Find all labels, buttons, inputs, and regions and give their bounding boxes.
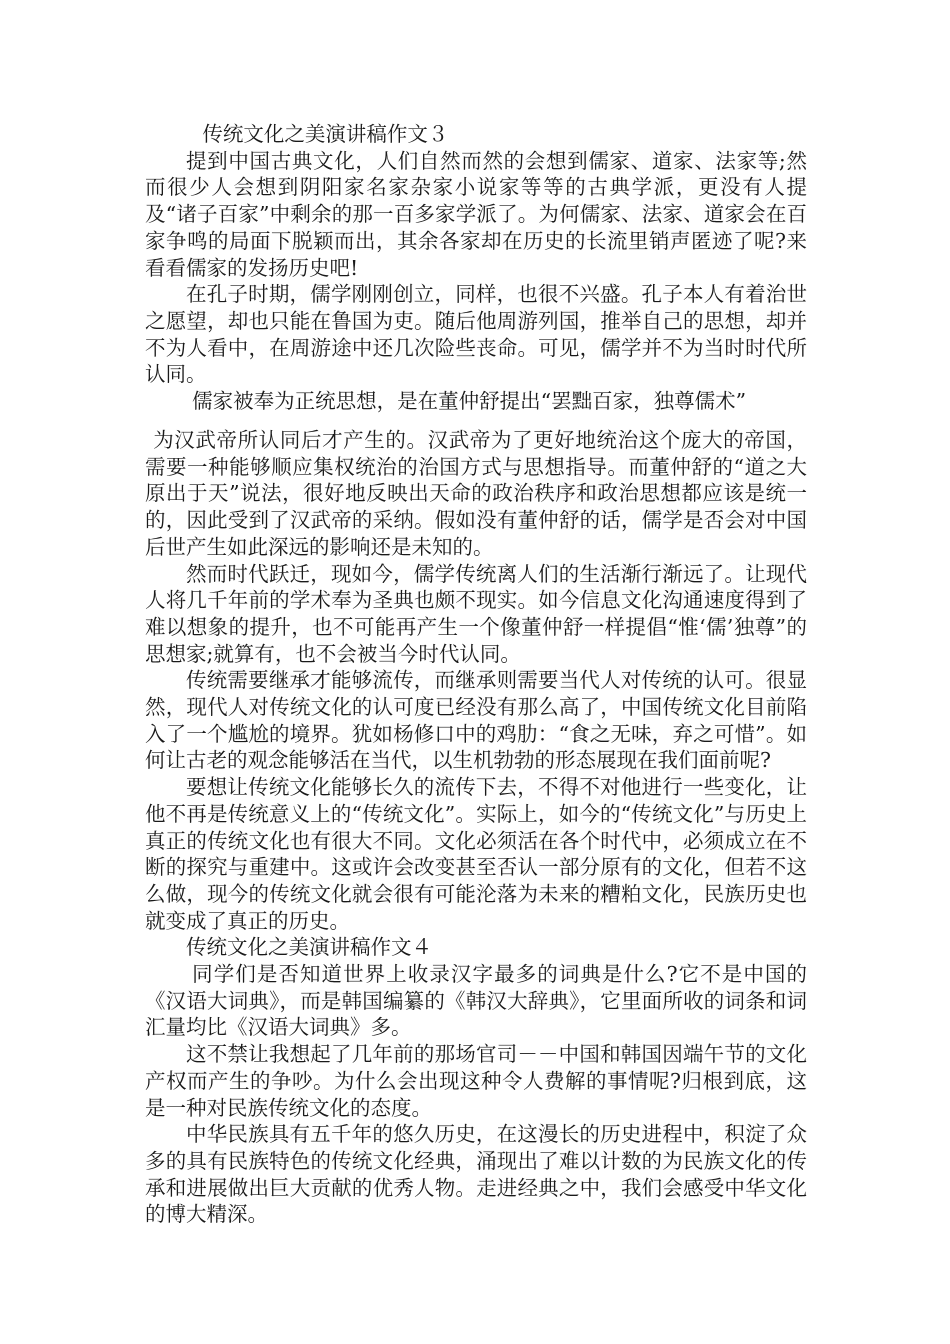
paragraph: 中华民族具有五千年的悠久历史，在这漫长的历史进程中，积淀了众多的具有民族特色的传统文化经典，涌现出了难以计数的为民族文化的传承和进展做出巨大贡献的优秀人物。走进经典之中，我们会感受中华文化的博大精深。 [145,1122,807,1227]
paragraph: 要想让传统文化能够长久的流传下去，不得不对他进行一些变化，让他不再是传统意义上的“传统文化”。实际上，如今的“传统文化”与历史上真正的传统文化也有很大不同。文化必须活在各个时代中，必须成立在不断的探究与重建中。这或许会改变甚至否认一部分原有的文化，但若不这么做，现今的传统文化就会很有可能沦落为未来的糟粕文化，民族历史也就变成了真正的历史。 [145,775,807,933]
essay-heading-3: 传统文化之美演讲稿作文３ [202,122,449,146]
paragraph: 提到中国古典文化，人们自然而然的会想到儒家、道家、法家等;然而很少人会想到阴阳家名家杂家小说家等等的古典学派，更没有人提及“诸子百家”中剩余的那一百多家学派了。为何儒家、法家、道家会在百家争鸣的局面下脱颖而出，其余各家却在历史的长流里销声匿迹了呢?来看看儒家的发扬历史吧! [145,148,807,280]
paragraph: 儒家被奉为正统思想，是在董仲舒提出“罢黜百家，独尊儒术” [192,389,747,414]
essay-heading-4: 传统文化之美演讲稿作文４ [186,935,432,960]
paragraph: 然而时代跃迁，现如今，儒学传统离人们的生活渐行渐远了。让现代人将几千年前的学术奉为圣典也颇不现实。如今信息文化沟通速度得到了难以想象的提升，也不可能再产生一个像董仲舒一样提倡“惟‘儒’独尊”的思想家;就算有，也不会被当今时代认同。 [145,561,807,666]
paragraph: 在孔子时期，儒学刚刚创立，同样，也很不兴盛。孔子本人有着治世之愿望，却也只能在鲁国为吏。随后他周游列国，推举自己的思想，却并不为人看中，在周游途中还几次险些丧命。可见，儒学并不为当时时代所认同。 [145,282,807,387]
text-block-top [145,121,807,415]
paragraph: 这不禁让我想起了几年前的那场官司－－中国和韩国因端午节的文化产权而产生的争吵。为什么会出现这种令人费解的事情呢?归根到底，这是一种对民族传统文化的态度。 [145,1042,807,1120]
paragraph: 为汉武帝所认同后才产生的。汉武帝为了更好地统治这个庞大的帝国，需要一种能够顺应集权统治的治国方式与思想指导。而董仲舒的“道之大原出于天”说法，很好地反映出天命的政治秩序和政治思想都应该是统一的，因此受到了汉武帝的采纳。假如没有董仲舒的话，儒学是否会对中国后世产生如此深远的影响还是未知的。 [145,428,807,559]
paragraph: 传统需要继承才能够流传，而继承则需要当代人对传统的认可。很显然，现代人对传统文化的认可度已经没有那么高了，中国传统文化目前陷入了一个尴尬的境界。犹如杨修口中的鸡肋：“食之无味，弃之可惜”。如何让古老的观念能够活在当代，以生机勃勃的形态展现在我们面前呢? [145,668,807,773]
paragraph: 同学们是否知道世界上收录汉字最多的词典是什么?它不是中国的《汉语大词典》，而是韩国编纂的《韩汉大辞典》，它里面所收的词条和词汇量均比《汉语大词典》多。 [145,962,807,1040]
text-block-bottom [145,427,807,1228]
